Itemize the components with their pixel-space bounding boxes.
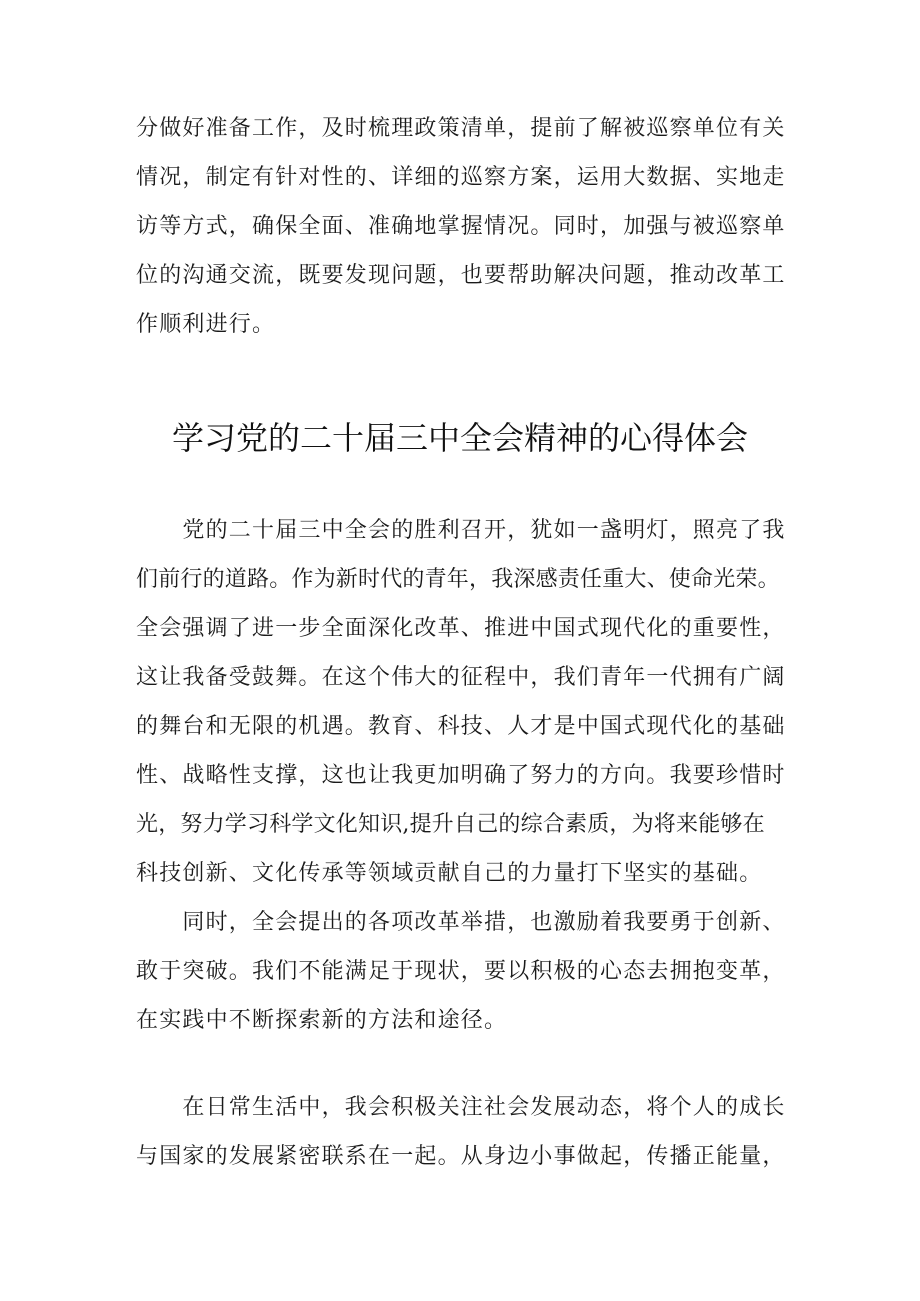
text-line: 们前行的道路。作为新时代的青年，我深感责任重大、使命光荣。 bbox=[136, 567, 780, 592]
text-line: 情况，制定有针对性的、详细的巡察方案，运用大数据、实地走 bbox=[136, 165, 786, 190]
text-line: 敢于突破。我们不能满足于现状，要以积极的心态去拥抱变革， bbox=[136, 959, 786, 984]
text-line: 分做好准备工作，及时梳理政策清单，提前了解被巡察单位有关 bbox=[136, 116, 786, 141]
text-line: 光，努力学习科学文化知识,提升自己的综合素质，为将来能够在 bbox=[136, 812, 765, 837]
text-line: 访等方式，确保全面、准确地掌握情况。同时，加强与被巡察单 bbox=[136, 214, 786, 239]
text-line: 全会强调了进一步全面深化改革、推进中国式现代化的重要性， bbox=[136, 616, 786, 641]
text-line: 的舞台和无限的机遇。教育、科技、人才是中国式现代化的基础 bbox=[136, 714, 786, 739]
body-paragraphs bbox=[136, 506, 796, 1045]
text-line: 同时，全会提出的各项改革举措，也激励着我要勇于创新、 bbox=[136, 910, 786, 935]
text-line: 科技创新、文化传承等领域贡献自己的力量打下坚实的基础。 bbox=[136, 861, 763, 886]
text-line: 党的二十届三中全会的胜利召开，犹如一盏明灯，照亮了我 bbox=[136, 518, 786, 543]
intro-paragraph bbox=[136, 104, 796, 349]
text-line: 作顺利进行。 bbox=[136, 312, 276, 337]
text-line: 性、战略性支撑，这也让我更加明确了努力的方向。我要珍惜时 bbox=[136, 763, 786, 788]
text-line: 在实践中不断探索新的方法和途径。 bbox=[136, 1008, 508, 1033]
closing-paragraph bbox=[136, 1083, 796, 1181]
text-line: 在日常生活中，我会积极关注社会发展动态，将个人的成长 bbox=[136, 1095, 786, 1120]
text-line: 位的沟通交流，既要发现问题，也要帮助解决问题，推动改革工 bbox=[136, 263, 786, 288]
document-title: 学习党的二十届三中全会精神的心得体会 bbox=[171, 419, 748, 457]
text-line: 这让我备受鼓舞。在这个伟大的征程中，我们青年一代拥有广阔 bbox=[136, 665, 786, 690]
text-line: 与国家的发展紧密联系在一起。从身边小事做起，传播正能量， bbox=[136, 1144, 786, 1169]
